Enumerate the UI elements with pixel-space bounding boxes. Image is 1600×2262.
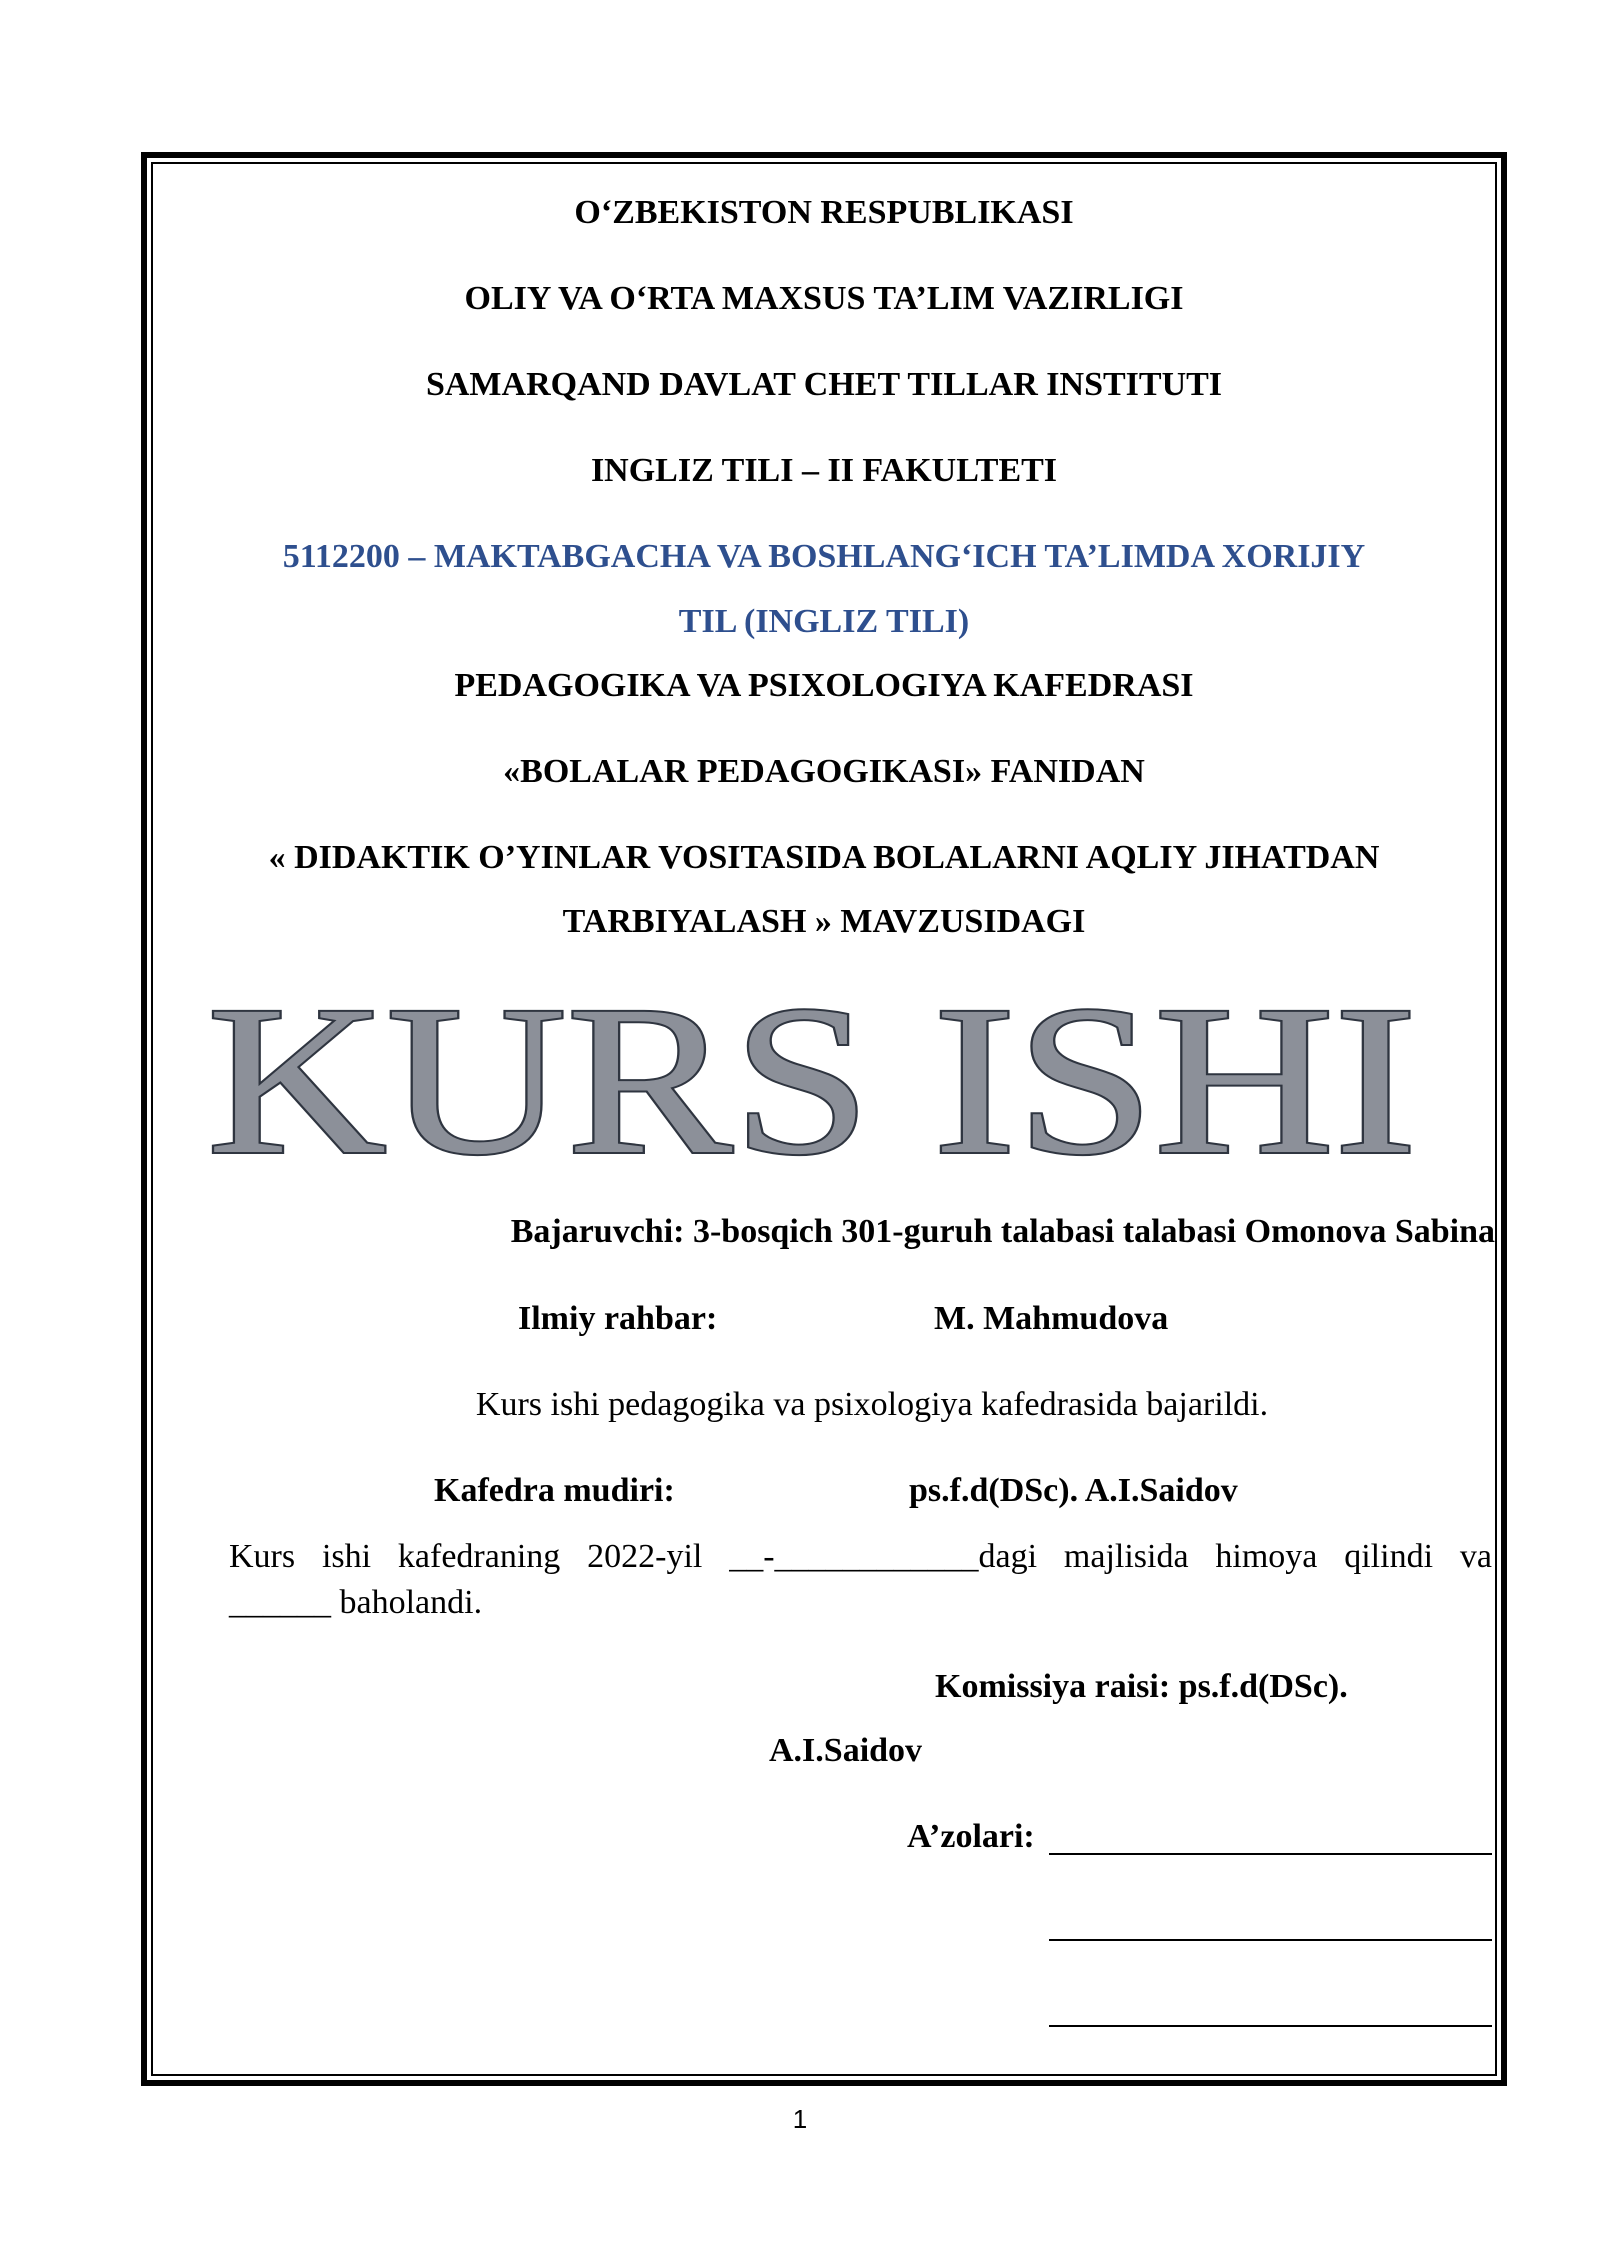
institute-name: SAMARQAND DAVLAT CHET TILLAR INSTITUTI	[425, 366, 1223, 403]
specialty-line-1: 5112200 – MAKTABGACHA VA BOSHLANG‘ICH TA’LIMDA XORIJIY	[282, 538, 1366, 575]
kurs-ishi-title-art	[153, 980, 1495, 1180]
title-page	[153, 164, 1495, 2074]
supervisor-label: Ilmiy rahbar:	[518, 1300, 718, 1337]
member-signature-line-3	[1049, 2025, 1492, 2027]
commission-chair-name: A.I.Saidov	[769, 1732, 923, 1769]
defense-word: kafedraning	[397, 1538, 561, 1575]
department-name: PEDAGOGIKA VA PSIXOLOGIYA KAFEDRASI	[454, 667, 1194, 704]
subject-name: «BOLALAR PEDAGOGIKASI» FANIDAN	[503, 753, 1145, 790]
defense-word: va	[1459, 1538, 1492, 1575]
head-of-department-name: ps.f.d(DSc). A.I.Saidov	[909, 1472, 1238, 1509]
defense-word: qilindi	[1344, 1538, 1434, 1575]
members-label: A’zolari:	[907, 1818, 1035, 1855]
defense-word: himoya	[1215, 1538, 1318, 1575]
faculty-name: INGLIZ TILI – II FAKULTETI	[590, 452, 1058, 489]
performer-line: Bajaruvchi: 3-bosqich 301-guruh talabasi talabasi Omonova Sabina	[510, 1213, 1495, 1250]
defense-word: ishi	[321, 1538, 372, 1575]
defense-note-line-1	[229, 1534, 1492, 1580]
member-signature-line-1	[1049, 1853, 1492, 1855]
defense-note	[229, 1534, 1492, 1626]
defense-word: majlisida	[1063, 1538, 1189, 1575]
commission-chair-label: Komissiya raisi: ps.f.d(DSc).	[935, 1668, 1348, 1705]
completed-note: Kurs ishi pedagogika va psixologiya kafedrasida bajarildi.	[475, 1386, 1269, 1423]
member-signature-line-2	[1049, 1939, 1492, 1941]
ministry-name: OLIY VA O‘RTA MAXSUS TA’LIM VAZIRLIGI	[464, 280, 1184, 317]
defense-word: __-____________dagi	[729, 1538, 1038, 1575]
supervisor-name: M. Mahmudova	[934, 1300, 1169, 1337]
defense-note-line-2: ______ baholandi.	[229, 1584, 483, 1621]
country-name: O‘ZBEKISTON RESPUBLIKASI	[574, 194, 1074, 231]
kurs-ishi-text: KURS ISHI	[207, 980, 1417, 1180]
specialty-line-2: TIL (INGLIZ TILI)	[678, 603, 970, 640]
defense-word: 2022-yil	[587, 1538, 703, 1575]
topic-line-2: TARBIYALASH » MAVZUSIDAGI	[562, 903, 1086, 940]
page-number: 1	[792, 2104, 808, 2134]
topic-line-1: « DIDAKTIK O’YINLAR VOSITASIDA BOLALARNI AQLIY JIHATDAN	[268, 839, 1380, 876]
head-of-department-label: Kafedra mudiri:	[434, 1472, 675, 1509]
defense-word: Kurs	[229, 1538, 296, 1575]
